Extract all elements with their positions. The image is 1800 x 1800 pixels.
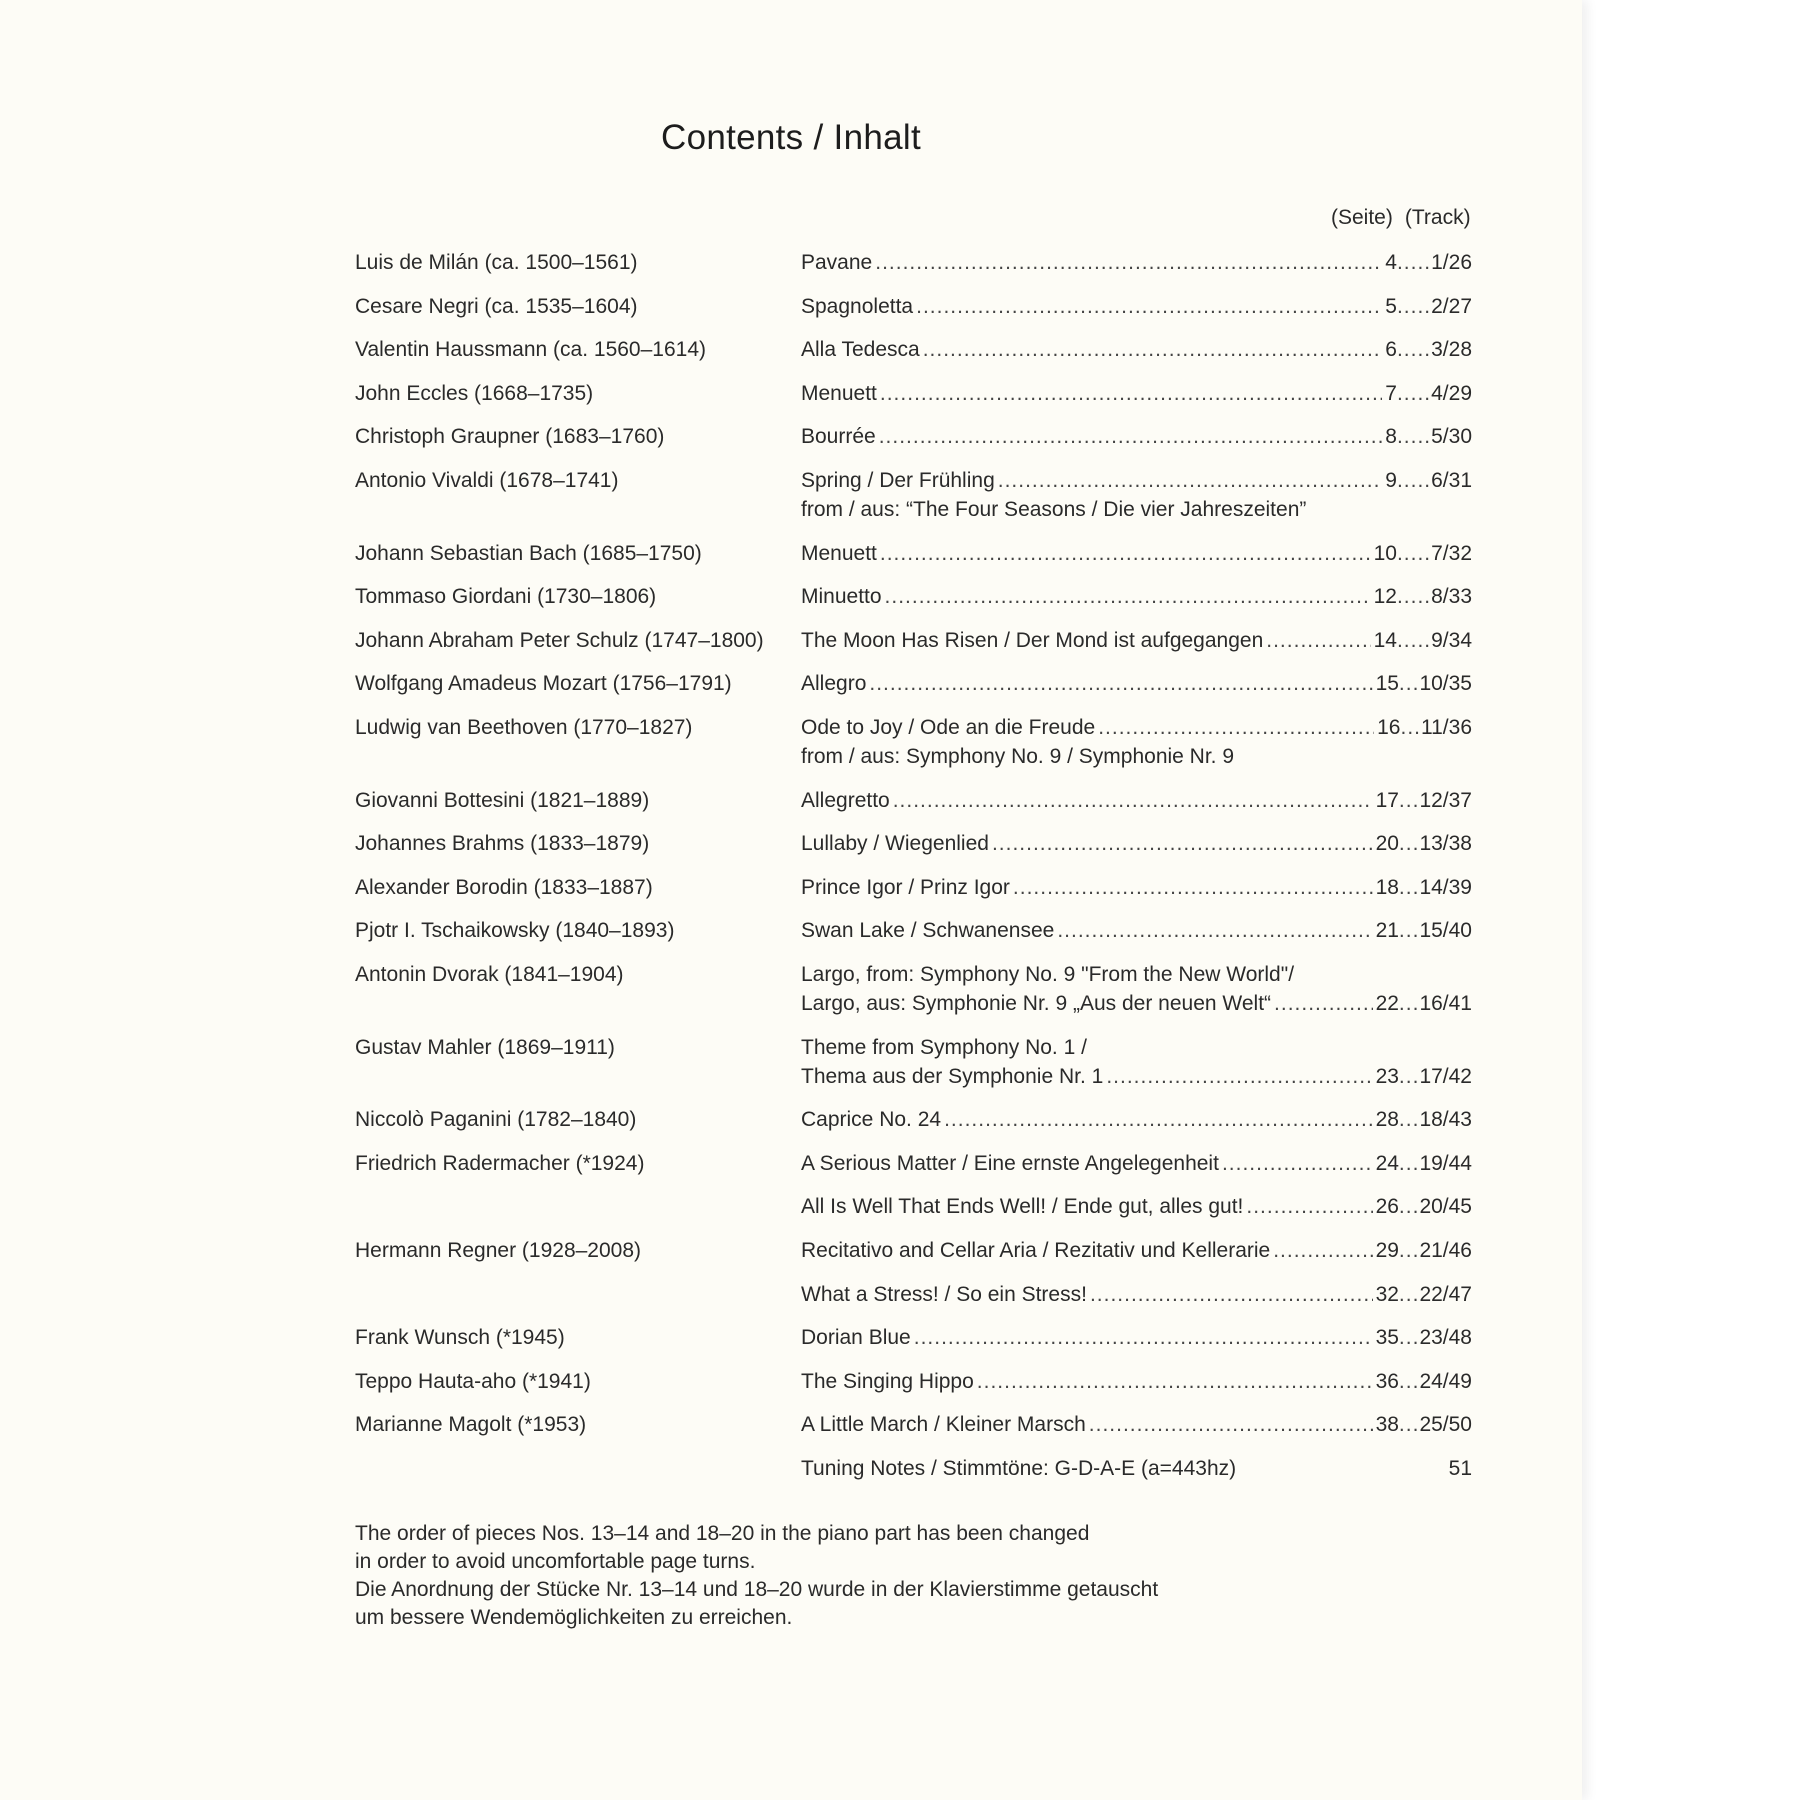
composer-name: Antonio Vivaldi (1678–1741) bbox=[355, 469, 619, 492]
piece-title-line bbox=[801, 989, 1472, 1018]
track-number: 17/42 bbox=[1419, 1064, 1472, 1088]
track-number: 14/39 bbox=[1419, 875, 1472, 899]
piece-info bbox=[801, 916, 1472, 945]
piece-title-line bbox=[801, 786, 1472, 815]
piece-title: Pavane bbox=[801, 251, 873, 274]
page-track-separator: ... bbox=[1398, 1108, 1420, 1132]
piece-subtitle: Largo, from: Symphony No. 9 "From the New World"/ bbox=[801, 963, 1295, 986]
page-track-separator: ... bbox=[1398, 1369, 1420, 1393]
composer-name: Antonin Dvorak (1841–1904) bbox=[355, 963, 624, 986]
page-number: 16 bbox=[1377, 716, 1401, 739]
page-number: 36 bbox=[1375, 1369, 1399, 1393]
piece-title: Allegro bbox=[801, 672, 867, 696]
composer-name: Wolfgang Amadeus Mozart (1756–1791) bbox=[355, 672, 732, 696]
piece-info bbox=[801, 1236, 1472, 1265]
piece-title-line bbox=[801, 292, 1472, 321]
piece-info bbox=[801, 1033, 1472, 1091]
page-track-separator: ... bbox=[1398, 832, 1420, 856]
piece-info bbox=[801, 1454, 1472, 1483]
piece-info bbox=[801, 1280, 1472, 1309]
page-track-separator: ... bbox=[1400, 716, 1421, 739]
page-number: 51 bbox=[1448, 1457, 1472, 1480]
track-number: 25/50 bbox=[1419, 1413, 1472, 1437]
page-track-separator: ... bbox=[1398, 1064, 1420, 1088]
page-track-separator: ..... bbox=[1396, 585, 1432, 609]
piece-title: Caprice No. 24 bbox=[801, 1108, 942, 1132]
track-number: 10/35 bbox=[1419, 672, 1472, 696]
track-number: 11/36 bbox=[1421, 716, 1472, 739]
piece-title-line bbox=[801, 669, 1472, 698]
page-number: 15 bbox=[1375, 672, 1399, 696]
dot-leader bbox=[1013, 873, 1373, 902]
composer-name: Hermann Regner (1928–2008) bbox=[355, 1239, 642, 1262]
composer-name: Alexander Borodin (1833–1887) bbox=[355, 875, 653, 899]
piece-title-line bbox=[801, 1410, 1472, 1439]
piece-title-line bbox=[801, 466, 1472, 495]
dot-leader bbox=[869, 669, 1372, 698]
piece-title-line bbox=[801, 582, 1472, 611]
piece-title-line bbox=[801, 248, 1472, 277]
page-number: 5 bbox=[1385, 294, 1397, 318]
piece-info bbox=[801, 786, 1472, 815]
piece-title: Spring / Der Frühling bbox=[801, 469, 995, 492]
piece-info bbox=[801, 335, 1472, 364]
track-number: 5/30 bbox=[1431, 425, 1472, 449]
track-number: 1/26 bbox=[1431, 251, 1472, 274]
track-number: 21/46 bbox=[1419, 1239, 1472, 1262]
dot-leader bbox=[1273, 1236, 1372, 1265]
piece-title-line bbox=[801, 873, 1472, 902]
dot-leader bbox=[1266, 626, 1370, 655]
dot-leader bbox=[880, 539, 1371, 568]
dot-leader bbox=[1222, 1149, 1373, 1178]
piece-title: Bourrée bbox=[801, 425, 876, 449]
piece-info bbox=[801, 466, 1472, 524]
composer-name: Frank Wunsch (*1945) bbox=[355, 1326, 565, 1350]
footnote-line: Die Anordnung der Stücke Nr. 13–14 und 18–20 wurde in der Klavierstimme getauscht bbox=[355, 1578, 1159, 1601]
page-track-separator: ..... bbox=[1396, 425, 1432, 449]
track-number: 8/33 bbox=[1431, 585, 1472, 609]
page-track-separator: ... bbox=[1398, 1413, 1420, 1437]
page-track-separator: ... bbox=[1398, 1326, 1420, 1350]
track-number: 3/28 bbox=[1431, 338, 1472, 362]
track-number: 24/49 bbox=[1419, 1369, 1472, 1393]
piece-info bbox=[801, 1323, 1472, 1352]
page-track-separator: ... bbox=[1398, 1195, 1420, 1219]
page-number: 17 bbox=[1375, 788, 1399, 812]
page-number: 7 bbox=[1385, 381, 1397, 405]
page-number: 22 bbox=[1375, 992, 1399, 1015]
piece-title: Swan Lake / Schwanensee bbox=[801, 919, 1055, 943]
piece-info bbox=[801, 873, 1472, 902]
page-number: 38 bbox=[1375, 1413, 1399, 1437]
piece-info bbox=[801, 1410, 1472, 1439]
piece-title: A Serious Matter / Eine ernste Angelegenheit bbox=[801, 1151, 1219, 1175]
piece-title-line bbox=[801, 1149, 1472, 1178]
composer-name: Ludwig van Beethoven (1770–1827) bbox=[355, 716, 693, 739]
composer-name: Niccolò Paganini (1782–1840) bbox=[355, 1108, 637, 1132]
page-number: 21 bbox=[1375, 919, 1399, 943]
page-track-separator: ... bbox=[1398, 788, 1420, 812]
dot-leader bbox=[1089, 1410, 1373, 1439]
composer-name: Cesare Negri (ca. 1535–1604) bbox=[355, 294, 638, 318]
piece-info bbox=[801, 713, 1472, 771]
dot-leader bbox=[944, 1105, 1372, 1134]
piece-info bbox=[801, 960, 1472, 1018]
piece-title: Alla Tedesca bbox=[801, 338, 920, 362]
piece-info bbox=[801, 292, 1472, 321]
page-track-separator: ..... bbox=[1396, 294, 1432, 318]
piece-title-line bbox=[801, 539, 1472, 568]
piece-info bbox=[801, 1105, 1472, 1134]
track-number: 6/31 bbox=[1431, 469, 1472, 492]
piece-subtitle: Theme from Symphony No. 1 / bbox=[801, 1035, 1087, 1059]
piece-title-line bbox=[801, 1062, 1472, 1091]
piece-title-line bbox=[801, 1323, 1472, 1352]
piece-title-line bbox=[801, 422, 1472, 451]
footnote-line: in order to avoid uncomfortable page turns. bbox=[355, 1550, 756, 1573]
piece-title: Minuetto bbox=[801, 585, 882, 609]
composer-name: Johannes Brahms (1833–1879) bbox=[355, 832, 650, 856]
piece-title: Tuning Notes / Stimmtöne: G-D-A-E (a=443hz) bbox=[801, 1457, 1237, 1480]
piece-title: Spagnoletta bbox=[801, 294, 914, 318]
composer-name: Teppo Hauta-aho (*1941) bbox=[355, 1369, 591, 1393]
page-track-separator: ... bbox=[1398, 1239, 1420, 1262]
track-number: 20/45 bbox=[1419, 1195, 1472, 1219]
page-track-separator: ..... bbox=[1396, 338, 1432, 362]
page-track-separator: ..... bbox=[1396, 251, 1432, 274]
dot-leader bbox=[1106, 1062, 1372, 1091]
piece-info bbox=[801, 626, 1472, 655]
composer-name: Gustav Mahler (1869–1911) bbox=[355, 1035, 615, 1059]
piece-info bbox=[801, 1149, 1472, 1178]
piece-info bbox=[801, 1367, 1472, 1396]
composer-name: Christoph Graupner (1683–1760) bbox=[355, 425, 665, 449]
page-number: 32 bbox=[1375, 1282, 1399, 1306]
piece-title: Lullaby / Wiegenlied bbox=[801, 832, 989, 856]
track-number: 22/47 bbox=[1419, 1282, 1472, 1306]
page-track-separator: ..... bbox=[1396, 381, 1432, 405]
piece-title-line bbox=[801, 713, 1472, 742]
track-number: 7/32 bbox=[1431, 541, 1472, 565]
track-number: 16/41 bbox=[1419, 992, 1472, 1015]
track-number: 18/43 bbox=[1419, 1108, 1472, 1132]
piece-title-line bbox=[801, 1280, 1472, 1309]
column-headers bbox=[1331, 206, 1471, 230]
piece-title: The Singing Hippo bbox=[801, 1369, 974, 1393]
page-number: 6 bbox=[1385, 338, 1397, 362]
dot-leader bbox=[879, 422, 1383, 451]
composer-name: Friedrich Radermacher (*1924) bbox=[355, 1151, 645, 1175]
composer-name: Johann Sebastian Bach (1685–1750) bbox=[355, 541, 702, 565]
page-track-separator: ... bbox=[1398, 919, 1420, 943]
piece-title: The Moon Has Risen / Der Mond ist aufgegangen bbox=[801, 628, 1264, 652]
page-track-separator: ..... bbox=[1396, 541, 1432, 565]
piece-title: Thema aus der Symphonie Nr. 1 bbox=[801, 1064, 1104, 1088]
piece-subtitle: from / aus: Symphony No. 9 / Symphonie Nr. 9 bbox=[801, 745, 1235, 768]
footnote-line: um bessere Wendemöglichkeiten zu erreichen. bbox=[355, 1606, 793, 1629]
composer-name: Marianne Magolt (*1953) bbox=[355, 1413, 587, 1437]
track-number: 2/27 bbox=[1431, 294, 1472, 318]
piece-title: Menuett bbox=[801, 541, 877, 565]
track-number: 4/29 bbox=[1431, 381, 1472, 405]
composer-name: Johann Abraham Peter Schulz (1747–1800) bbox=[355, 628, 764, 652]
page-number: 29 bbox=[1375, 1239, 1399, 1262]
piece-title: Allegretto bbox=[801, 788, 890, 812]
dot-leader bbox=[916, 292, 1382, 321]
dot-leader bbox=[923, 335, 1383, 364]
page-number: 10 bbox=[1373, 541, 1397, 565]
piece-title-line bbox=[801, 1105, 1472, 1134]
track-number: 19/44 bbox=[1419, 1151, 1472, 1175]
composer-name: Pjotr I. Tschaikowsky (1840–1893) bbox=[355, 919, 675, 943]
footnote bbox=[355, 1520, 1158, 1632]
piece-title: Ode to Joy / Ode an die Freude bbox=[801, 716, 1096, 739]
piece-title-line bbox=[801, 916, 1472, 945]
dot-leader bbox=[1090, 1280, 1373, 1309]
page-track-separator: ... bbox=[1398, 1151, 1420, 1175]
piece-title: Recitativo and Cellar Aria / Rezitativ und Kellerarie bbox=[801, 1239, 1271, 1262]
footnote-line: The order of pieces Nos. 13–14 and 18–20 in the piano part has been changed bbox=[355, 1522, 1090, 1545]
piece-title-line bbox=[801, 829, 1472, 858]
page-track-separator: ... bbox=[1398, 875, 1420, 899]
composer-name: John Eccles (1668–1735) bbox=[355, 381, 594, 405]
piece-title: What a Stress! / So ein Stress! bbox=[801, 1282, 1087, 1306]
piece-info bbox=[801, 539, 1472, 568]
piece-title: Dorian Blue bbox=[801, 1326, 911, 1350]
piece-info bbox=[801, 1192, 1472, 1221]
page-number: 9 bbox=[1385, 469, 1397, 492]
page-track-separator: ... bbox=[1398, 672, 1420, 696]
track-number: 13/38 bbox=[1419, 832, 1472, 856]
dot-leader bbox=[1098, 713, 1374, 742]
piece-title: A Little March / Kleiner Marsch bbox=[801, 1413, 1086, 1437]
piece-subtitle: from / aus: “The Four Seasons / Die vier Jahreszeiten” bbox=[801, 498, 1307, 521]
page-title: Contents / Inhalt bbox=[661, 118, 921, 157]
piece-info bbox=[801, 379, 1472, 408]
composer-name: Giovanni Bottesini (1821–1889) bbox=[355, 788, 650, 812]
composer-name: Luis de Milán (ca. 1500–1561) bbox=[355, 251, 638, 274]
track-column-header: (Track) bbox=[1404, 206, 1471, 229]
piece-info bbox=[801, 669, 1472, 698]
page-number: 28 bbox=[1375, 1108, 1399, 1132]
dot-leader bbox=[992, 829, 1373, 858]
piece-title-line bbox=[801, 335, 1472, 364]
page-number: 23 bbox=[1375, 1064, 1399, 1088]
dot-leader bbox=[875, 248, 1382, 277]
dot-leader bbox=[893, 786, 1373, 815]
piece-info bbox=[801, 829, 1472, 858]
track-number: 15/40 bbox=[1419, 919, 1472, 943]
dot-leader bbox=[977, 1367, 1373, 1396]
composer-name: Valentin Haussmann (ca. 1560–1614) bbox=[355, 338, 707, 362]
dot-leader bbox=[1057, 916, 1372, 945]
piece-title: Largo, aus: Symphonie Nr. 9 „Aus der neuen Welt“ bbox=[801, 992, 1272, 1015]
track-number: 12/37 bbox=[1419, 788, 1472, 812]
page-number: 4 bbox=[1385, 251, 1397, 274]
track-number: 23/48 bbox=[1419, 1326, 1472, 1350]
piece-title-line bbox=[801, 1454, 1472, 1483]
page-track-separator: ... bbox=[1398, 992, 1420, 1015]
page-number: 20 bbox=[1375, 832, 1399, 856]
piece-info bbox=[801, 248, 1472, 277]
piece-title-line bbox=[801, 1236, 1472, 1265]
dot-leader bbox=[998, 466, 1383, 495]
piece-title-line bbox=[801, 626, 1472, 655]
piece-title: Prince Igor / Prinz Igor bbox=[801, 875, 1010, 899]
page-track-separator: ..... bbox=[1396, 628, 1432, 652]
page-column-header: (Seite) bbox=[1331, 206, 1393, 229]
page-number: 12 bbox=[1373, 585, 1397, 609]
piece-title: Menuett bbox=[801, 381, 877, 405]
piece-info bbox=[801, 422, 1472, 451]
piece-title: All Is Well That Ends Well! / Ende gut, alles gut! bbox=[801, 1195, 1244, 1219]
composer-name: Tommaso Giordani (1730–1806) bbox=[355, 585, 657, 609]
dot-leader bbox=[1274, 989, 1373, 1018]
page-track-separator: ..... bbox=[1396, 469, 1432, 492]
page-number: 8 bbox=[1385, 425, 1397, 449]
dot-leader bbox=[914, 1323, 1373, 1352]
piece-title-line bbox=[801, 1192, 1472, 1221]
piece-title-line bbox=[801, 379, 1472, 408]
page-number: 35 bbox=[1375, 1326, 1399, 1350]
dot-leader bbox=[880, 379, 1382, 408]
page-track-separator: ... bbox=[1398, 1282, 1420, 1306]
page-number: 26 bbox=[1375, 1195, 1399, 1219]
page-number: 14 bbox=[1373, 628, 1397, 652]
dot-leader bbox=[1246, 1192, 1372, 1221]
page-number: 18 bbox=[1375, 875, 1399, 899]
piece-info bbox=[801, 582, 1472, 611]
dot-leader bbox=[885, 582, 1371, 611]
track-number: 9/34 bbox=[1431, 628, 1472, 652]
page-number: 24 bbox=[1375, 1151, 1399, 1175]
piece-title-line bbox=[801, 1367, 1472, 1396]
